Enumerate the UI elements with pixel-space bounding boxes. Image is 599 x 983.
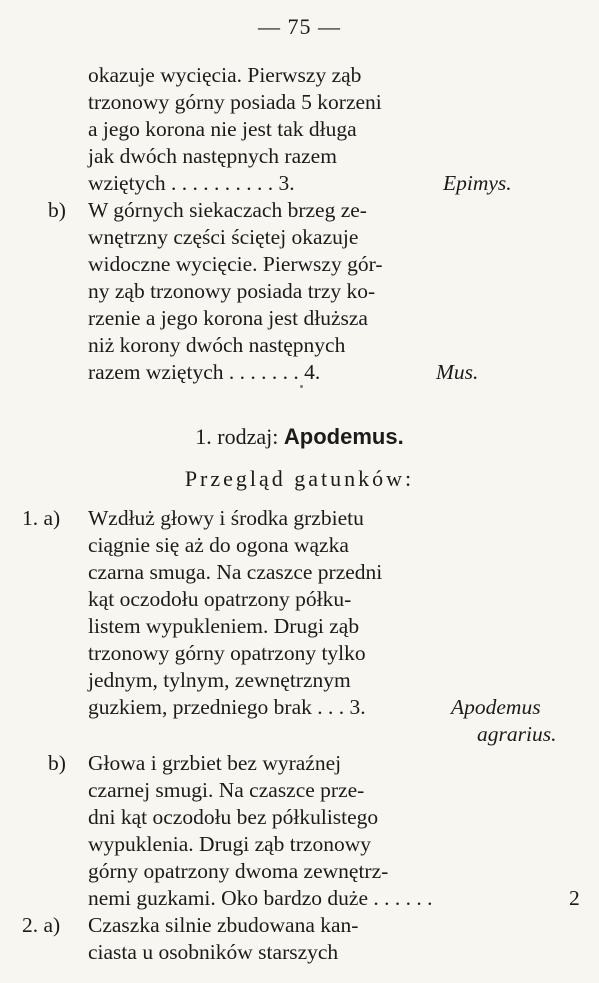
- text-line: ciągnie się aż do ogona wązka: [88, 533, 349, 557]
- text-line: nemi guzkami. Oko bardzo duże . . . . . .: [88, 886, 433, 910]
- taxon-name: Apodemus: [451, 695, 541, 719]
- text-line: guzkiem, przedniego brak . . . 3.: [88, 695, 366, 719]
- text-line: trzonowy górny posiada 5 korzeni: [88, 90, 382, 114]
- text-line: wziętych . . . . . . . . . . 3.: [88, 171, 295, 195]
- text-line: czarna smuga. Na czaszce przedni: [88, 560, 383, 584]
- text-line: Czaszka silnie zbudowana kan-: [88, 913, 359, 937]
- text-line: a jego korona nie jest tak długa: [88, 117, 357, 141]
- genus-name: Apodemus.: [283, 424, 404, 449]
- print-speck: [300, 385, 303, 388]
- text-line: trzonowy górny opatrzony tylko: [88, 641, 366, 665]
- taxon-name: agrarius.: [477, 722, 557, 746]
- text-line: Wzdłuż głowy i środka grzbietu: [88, 506, 364, 530]
- key-marker: 2. a): [22, 913, 61, 937]
- text-line: Głowa i grzbiet bez wyraźnej: [88, 751, 342, 775]
- key-marker: b): [48, 751, 66, 775]
- text-line: widoczne wycięcie. Pierwszy gór-: [88, 252, 383, 276]
- genus-prefix: 1. rodzaj:: [195, 424, 279, 449]
- text-line: W górnych siekaczach brzeg ze-: [88, 198, 367, 222]
- text-line: ny ząb trzonowy posiada trzy ko-: [88, 279, 376, 303]
- text-line: razem wziętych . . . . . . . 4.: [88, 360, 321, 384]
- page-number: — 75 —: [258, 14, 341, 39]
- taxon-name: Epimys.: [443, 171, 512, 195]
- text-line: wnętrzny części ściętej okazuje: [88, 225, 359, 249]
- key-marker: 1. a): [22, 506, 61, 530]
- taxon-name: Mus.: [436, 360, 479, 384]
- text-line: jak dwóch następnych razem: [88, 144, 337, 168]
- overview-heading: Przegląd gatunków:: [184, 466, 415, 491]
- text-line: okazuje wycięcia. Pierwszy ząb: [88, 63, 362, 87]
- key-reference: 2: [569, 886, 580, 910]
- text-line: jednym, tylnym, zewnętrznym: [88, 668, 351, 692]
- text-line: czarnej smugi. Na czaszce prze-: [88, 778, 365, 802]
- text-line: listem wypukleniem. Drugi ząb: [88, 614, 360, 638]
- key-marker: b): [48, 198, 66, 222]
- text-line: górny opatrzony dwoma zewnętrz-: [88, 859, 389, 883]
- text-line: kąt oczodołu opatrzony półku-: [88, 587, 352, 611]
- text-line: niż korony dwóch następnych: [88, 333, 346, 357]
- text-line: dni kąt oczodołu bez półkulistego: [88, 805, 379, 829]
- genus-heading: [0, 424, 599, 450]
- text-line: rzenie a jego korona jest dłuższa: [88, 306, 368, 330]
- text-line: wypuklenia. Drugi ząb trzonowy: [88, 832, 372, 856]
- text-line: ciasta u osobników starszych: [88, 940, 339, 964]
